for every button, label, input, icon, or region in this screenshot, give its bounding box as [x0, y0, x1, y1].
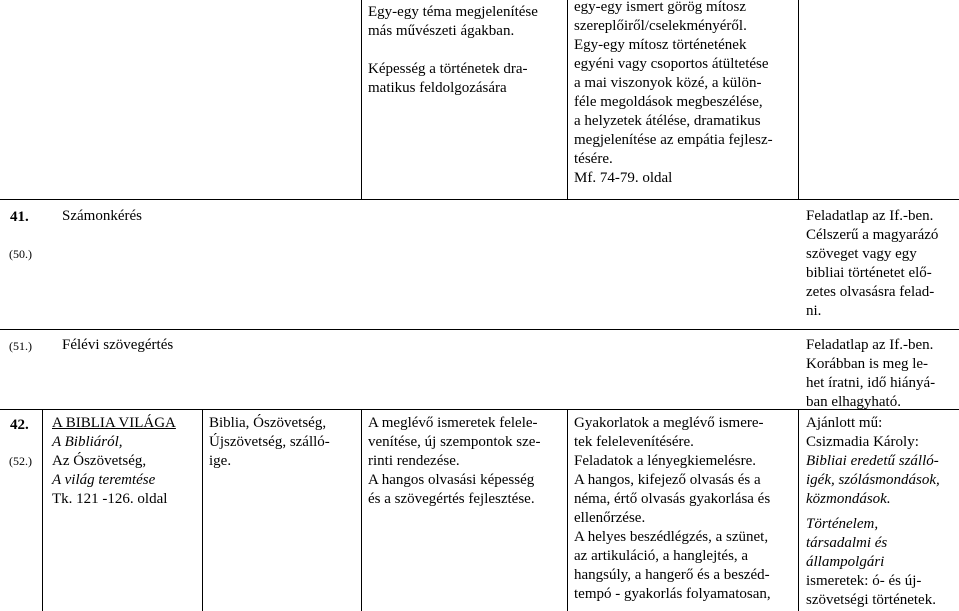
lesson-number-42: 42.	[10, 417, 29, 433]
top-row-skills: Egy-egy téma megjelenítése más művészeti ágakban. Képesség a történetek dra- matikus feldolgozására	[368, 4, 538, 96]
lesson-subnumber-51: (51.)	[9, 339, 32, 353]
lesson-notes-41: Feladatlap az If.-ben. Célszerű a magyarázó szöveget vagy egy bibliai történetet elő- zetes olvasásra felad- ni.	[806, 208, 939, 319]
lesson-notes-51: Feladatlap az If.-ben. Korábban is meg le- het íratni, idő hiányá- ban elhagyható.	[806, 337, 936, 410]
lesson-number-41: 41.	[10, 209, 29, 225]
col-divider-bottom-5	[798, 409, 799, 611]
col-divider-bottom-1	[42, 409, 43, 611]
topic-heading: A BIBLIA VILÁGA	[52, 415, 176, 431]
col-divider-bottom-4	[567, 409, 568, 611]
row-divider-2	[0, 329, 959, 330]
lesson-subnumber-50: (50.)	[9, 247, 32, 261]
lesson-title-szamonkeres: Számonkérés	[62, 208, 142, 224]
row-divider-1	[0, 199, 959, 200]
col-divider-bottom-3	[361, 409, 362, 611]
lesson-goals-42: A meglévő ismeretek felele- venítése, új szempontok sze- rinti rendezése. A hangos olvasási képesség és a szövegértés fejlesztése.	[368, 415, 541, 507]
col-divider-bottom-2	[202, 409, 203, 611]
lesson-title-felevi: Félévi szövegértés	[62, 337, 174, 353]
col-divider-top-2	[567, 0, 568, 199]
top-row-activities: egy-egy ismert görög mítosz szereplőiről/cselekményéről. Egy-egy mítosz történetének egyéni vagy csoportos átültetése a mai viszonyok közé, a külön- féle megoldások megbeszélése, a helyzetek átélése, dramatikus megjelenítése az empátia fejlesz- tésére. Mf. 74-79. oldal	[574, 0, 773, 186]
lesson-activities-42: Gyakorlatok a meglévő ismere- tek felelevenítésére. Feladatok a lényegkiemelésre. A hangos, kifejező olvasás és a néma, értő olvasás gyakorlása és ellenőrzése. A helyes beszédlégzés, a szünet, az artikuláció, a hanglejtés, a hangsúly, a hangerő és a beszéd- tempó - gyakorlás folyamatosan,	[574, 415, 771, 602]
lesson-title-biblia: A BIBLIA VILÁGA A Bibliáról, Az Ószövetség, A világ teremtése Tk. 121 -126. oldal	[52, 415, 176, 507]
lesson-notes-42: Ajánlott mű: Csizmadia Károly: Bibliai eredetű szálló- igék, szólásmondások, közmondások. Történelem, társadalmi és állampolgári ismeretek: ó- és új- szövetségi történetek.	[806, 415, 940, 608]
lesson-concepts-42: Biblia, Ószövetség, Újszövetség, szálló- ige.	[209, 415, 330, 469]
col-divider-top-1	[361, 0, 362, 199]
col-divider-top-3	[798, 0, 799, 199]
lesson-subnumber-52: (52.)	[9, 454, 32, 468]
